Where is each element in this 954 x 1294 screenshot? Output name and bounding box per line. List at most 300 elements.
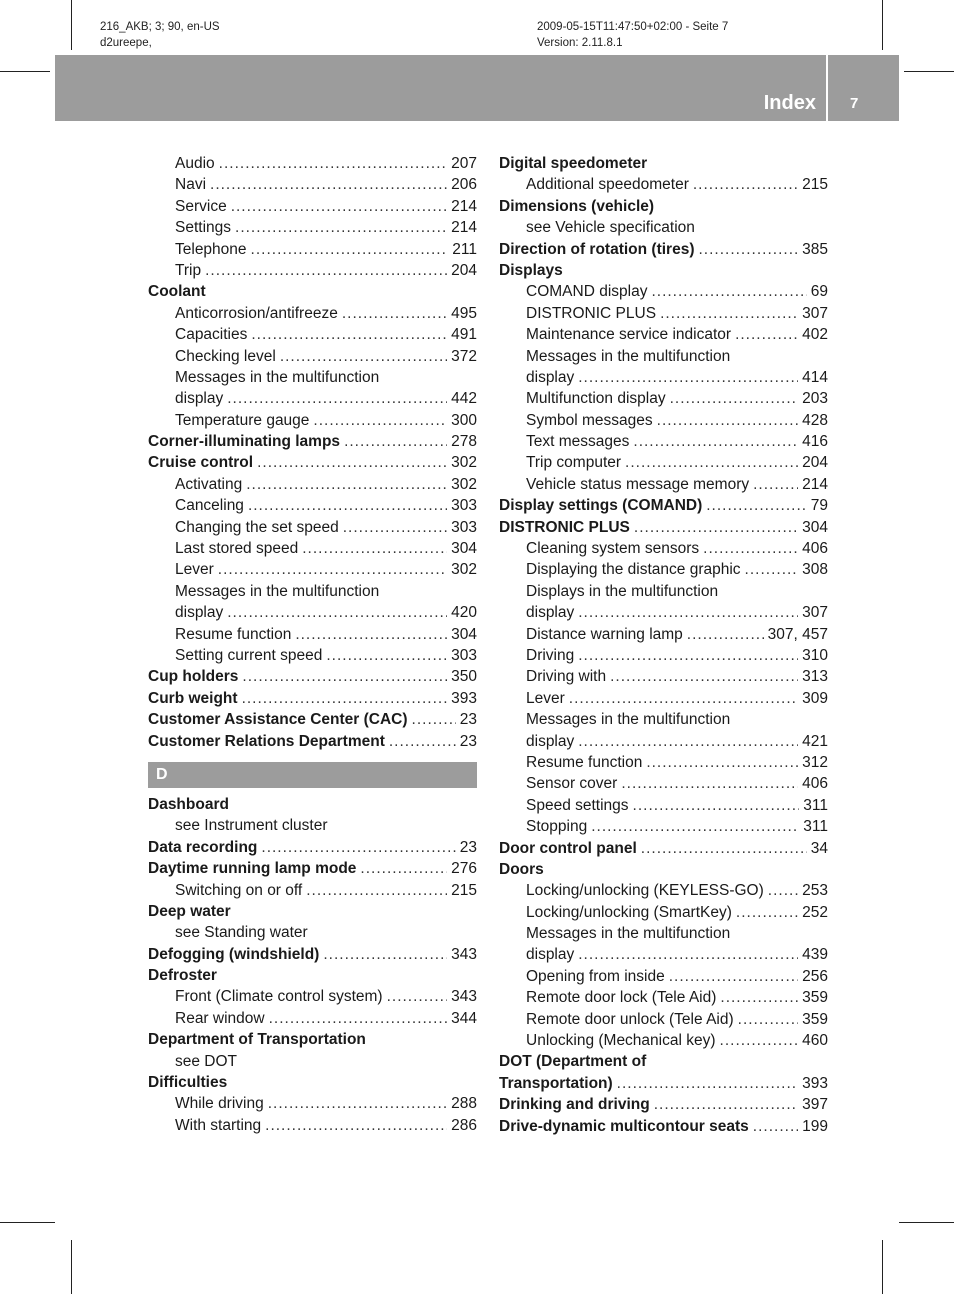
leader-dots [227, 602, 447, 623]
leader-dots [654, 1094, 798, 1115]
leader-dots [261, 837, 455, 858]
entry-term: see DOT [175, 1052, 238, 1070]
entry-page: 308 [802, 561, 828, 579]
leader-dots [657, 410, 798, 431]
entry-page: 304 [451, 625, 477, 643]
entry-term: Doors [499, 860, 544, 878]
leader-dots [753, 1116, 798, 1137]
entry-term: display [526, 604, 575, 622]
entry-page: 420 [451, 604, 477, 622]
index-subentry [148, 602, 477, 623]
entry-term: Transportation) [499, 1074, 613, 1092]
crop-mark [899, 1222, 954, 1223]
leader-dots [621, 773, 798, 794]
entry-term: Defroster [148, 967, 217, 985]
leader-dots [412, 709, 456, 730]
index-subentry [499, 752, 828, 773]
entry-term: Customer Relations Department [148, 732, 385, 750]
crop-mark [904, 71, 954, 72]
index-subentry [148, 1008, 477, 1029]
entry-page: 372 [451, 347, 477, 365]
index-subentry [499, 709, 828, 730]
entry-page: 214 [451, 219, 477, 237]
index-subentry [148, 303, 477, 324]
entry-term: Direction of rotation (tires) [499, 240, 695, 258]
index-subentry [148, 153, 477, 174]
index-subentry [148, 1051, 477, 1072]
index-subentry [148, 495, 477, 516]
index-subentry [148, 922, 477, 943]
index-subentry [499, 346, 828, 367]
entry-term: Trip [175, 261, 202, 279]
leader-dots [670, 388, 799, 409]
entry-page: 199 [802, 1117, 828, 1135]
entry-term: Data recording [148, 838, 258, 856]
entry-term: Last stored speed [175, 540, 299, 558]
leader-dots [242, 666, 447, 687]
index-subentry [148, 815, 477, 836]
entry-term: Trip computer [526, 454, 622, 472]
entry-term: Front (Climate control system) [175, 988, 383, 1006]
index-subentry [148, 174, 477, 195]
entry-term: Additional speedometer [526, 176, 689, 194]
crop-mark [71, 1240, 72, 1294]
index-entry [499, 1116, 828, 1137]
crop-mark [71, 0, 72, 50]
print-meta-line: Version: 2.11.8.1 [537, 37, 623, 49]
leader-dots [280, 346, 447, 367]
index-subentry [499, 217, 828, 238]
entry-term: Department of Transportation [148, 1031, 366, 1049]
index-subentry [148, 517, 477, 538]
index-subentry [148, 1093, 477, 1114]
index-subentry [499, 731, 828, 752]
leader-dots [617, 1073, 798, 1094]
entry-page: 215 [451, 881, 477, 899]
entry-term: Deep water [148, 902, 231, 920]
entry-page: 302 [451, 454, 477, 472]
leader-dots [257, 452, 447, 473]
index-subentry [148, 239, 477, 260]
print-meta-right [537, 19, 728, 51]
entry-term: Drive-dynamic multicontour seats [499, 1117, 749, 1135]
entry-term: Capacities [175, 326, 248, 344]
entry-term: Digital speedometer [499, 155, 648, 172]
entry-page: 79 [810, 497, 828, 515]
entry-term: Lever [175, 561, 214, 579]
leader-dots [387, 986, 448, 1007]
entry-page: 304 [802, 518, 828, 536]
index-entry [148, 794, 477, 815]
entry-page: 343 [451, 945, 477, 963]
entry-page: 23 [459, 711, 477, 729]
entry-term: Messages in the multifunction [526, 925, 731, 943]
index-subentry [148, 559, 477, 580]
entry-term: Cleaning system sensors [526, 540, 700, 558]
index-subentry [148, 624, 477, 645]
leader-dots [693, 174, 798, 195]
entry-page: 207 [451, 155, 477, 172]
entry-term: Audio [175, 155, 215, 172]
entry-term: COMAND display [526, 283, 648, 301]
entry-page: 278 [451, 433, 477, 451]
entry-page: 288 [451, 1095, 477, 1113]
entry-page: 23 [459, 732, 477, 750]
entry-page: 359 [802, 989, 828, 1007]
index-subentry [499, 966, 828, 987]
leader-dots [326, 645, 447, 666]
entry-page: 312 [802, 753, 828, 771]
entry-page: 256 [802, 967, 828, 985]
entry-page: 414 [802, 368, 828, 386]
entry-term: Daytime running lamp mode [148, 860, 357, 878]
index-subentry [148, 880, 477, 901]
entry-page: 23 [459, 838, 477, 856]
leader-dots [569, 688, 798, 709]
index-subentry [148, 196, 477, 217]
entry-term: Driving [526, 646, 575, 664]
index-subentry [148, 986, 477, 1007]
leader-dots [578, 944, 798, 965]
index-entry [148, 837, 477, 858]
index-entry [499, 1073, 828, 1094]
entry-term: Unlocking (Mechanical key) [526, 1032, 716, 1050]
entry-page: 460 [802, 1032, 828, 1050]
leader-dots [591, 816, 799, 837]
entry-page: 343 [451, 988, 477, 1006]
index-subentry [499, 452, 828, 473]
entry-term: display [175, 390, 224, 408]
entry-term: DOT (Department of [499, 1053, 647, 1071]
leader-dots [323, 944, 447, 965]
entry-term: Canceling [175, 497, 244, 515]
index-subentry [499, 324, 828, 345]
entry-page: 303 [451, 497, 477, 515]
index-entry [148, 965, 477, 986]
leader-dots [248, 495, 447, 516]
entry-term: Resume function [526, 753, 643, 771]
index-entry [148, 281, 477, 302]
leader-dots [251, 239, 449, 260]
entry-page: 211 [452, 240, 477, 258]
entry-page: 204 [451, 261, 477, 279]
entry-term: Maintenance service indicator [526, 326, 732, 344]
entry-term: Changing the set speed [175, 518, 339, 536]
index-subentry [499, 902, 828, 923]
entry-page: 442 [451, 390, 477, 408]
entry-page: 303 [451, 646, 477, 664]
leader-dots [205, 260, 447, 281]
index-subentry [148, 474, 477, 495]
entry-term: Lever [526, 689, 565, 707]
leader-dots [578, 602, 798, 623]
entry-term: Distance warning lamp [526, 625, 683, 643]
leader-dots [343, 517, 447, 538]
leader-dots [295, 624, 447, 645]
index-entry [148, 431, 477, 452]
entry-page: 421 [802, 732, 828, 750]
leader-dots [625, 452, 798, 473]
entry-page: 214 [802, 475, 828, 493]
leader-dots [633, 795, 800, 816]
leader-dots [720, 987, 798, 1008]
entry-page: 302 [451, 561, 477, 579]
leader-dots [235, 217, 447, 238]
index-entry [148, 688, 477, 709]
index-subentry [499, 474, 828, 495]
entry-term: Telephone [175, 240, 247, 258]
entry-page: 214 [451, 197, 477, 215]
entry-term: Messages in the multifunction [175, 368, 380, 386]
entry-page: 311 [803, 818, 828, 836]
index-entry [499, 517, 828, 538]
entry-page: 495 [451, 304, 477, 322]
leader-dots [219, 153, 447, 174]
index-subentry [499, 174, 828, 195]
index-subentry [499, 538, 828, 559]
entry-term: Rear window [175, 1009, 265, 1027]
leader-dots [669, 966, 798, 987]
entry-page: 402 [802, 326, 828, 344]
entry-term: Sensor cover [526, 775, 618, 793]
entry-term: Cruise control [148, 454, 254, 472]
entry-page: 206 [451, 176, 477, 194]
leader-dots [610, 666, 798, 687]
leader-dots [646, 752, 798, 773]
index-subentry [499, 645, 828, 666]
index-subentry [148, 367, 477, 388]
index-subentry [148, 538, 477, 559]
page-number: 7 [850, 95, 859, 112]
entry-page: 439 [802, 946, 828, 964]
print-meta-line: 2009-05-15T11:47:50+02:00 - Seite 7 [537, 21, 729, 33]
index-subentry [499, 281, 828, 302]
index-column-right [499, 153, 828, 1137]
entry-term: Navi [175, 176, 207, 194]
entry-page: 393 [451, 689, 477, 707]
index-subentry [499, 816, 828, 837]
entry-term: Resume function [175, 625, 292, 643]
index-subentry [499, 944, 828, 965]
index-column-left [148, 153, 477, 1136]
print-meta-line: 216_AKB; 3; 90, en-US [100, 21, 220, 33]
entry-page: 350 [451, 668, 477, 686]
leader-dots [687, 624, 764, 645]
entry-term: Stopping [526, 818, 588, 836]
index-subentry [499, 1009, 828, 1030]
entry-page: 204 [802, 454, 828, 472]
index-entry [148, 452, 477, 473]
crop-mark [0, 1222, 55, 1223]
entry-page: 276 [451, 860, 477, 878]
entry-page: 310 [802, 646, 828, 664]
leader-dots [738, 1009, 798, 1030]
entry-term: Temperature gauge [175, 411, 310, 429]
header-separator [826, 55, 828, 121]
leader-dots [227, 388, 447, 409]
index-entry [148, 901, 477, 922]
leader-dots [768, 880, 798, 901]
entry-term: Remote door unlock (Tele Aid) [526, 1010, 734, 1028]
entry-page: 286 [451, 1116, 477, 1134]
index-subentry [499, 581, 828, 602]
entry-term: Service [175, 197, 227, 215]
leader-dots [246, 474, 447, 495]
index-entry [499, 1094, 828, 1115]
entry-term: Dashboard [148, 795, 229, 813]
index-subentry [499, 773, 828, 794]
leader-dots [360, 858, 447, 879]
leader-dots [745, 559, 799, 580]
entry-page: 416 [802, 433, 828, 451]
entry-page: 428 [802, 411, 828, 429]
index-subentry [148, 645, 477, 666]
entry-term: Vehicle status message memory [526, 475, 750, 493]
leader-dots [735, 324, 798, 345]
entry-term: Checking level [175, 347, 276, 365]
entry-term: Coolant [148, 283, 206, 301]
leader-dots [231, 196, 447, 217]
entry-term: Locking/unlocking (KEYLESS-GO) [526, 882, 764, 900]
leader-dots [634, 517, 798, 538]
entry-term: With starting [175, 1116, 262, 1134]
entry-term: Opening from inside [526, 967, 665, 985]
index-subentry [499, 431, 828, 452]
entry-term: Door control panel [499, 839, 637, 857]
entry-term: Display settings (COMAND) [499, 497, 703, 515]
leader-dots [720, 1030, 799, 1051]
index-entry [499, 260, 828, 281]
entry-page: 253 [802, 882, 828, 900]
entry-page: 307 [802, 304, 828, 322]
index-entry [148, 1029, 477, 1050]
leader-dots [306, 880, 447, 901]
index-entry [148, 1072, 477, 1093]
index-subentry [499, 880, 828, 901]
leader-dots [703, 538, 798, 559]
entry-page: 393 [802, 1074, 828, 1092]
index-subentry [499, 559, 828, 580]
entry-term: see Vehicle specification [526, 219, 695, 237]
leader-dots [389, 731, 456, 752]
leader-dots [268, 1093, 447, 1114]
entry-term: Activating [175, 475, 243, 493]
entry-term: Anticorrosion/antifreeze [175, 304, 338, 322]
entry-page: 215 [802, 176, 828, 194]
entry-term: Displays in the multifunction [526, 582, 719, 600]
entry-page: 307 [802, 604, 828, 622]
index-subentry [148, 1115, 477, 1136]
entry-page: 309 [802, 689, 828, 707]
section-header: D [148, 762, 477, 788]
entry-page: 203 [802, 390, 828, 408]
entry-term: Difficulties [148, 1074, 228, 1092]
leader-dots [344, 431, 447, 452]
entry-term: Customer Assistance Center (CAC) [148, 711, 408, 729]
entry-term: Symbol messages [526, 411, 653, 429]
index-subentry [148, 260, 477, 281]
crop-mark [0, 71, 50, 72]
entry-page: 359 [802, 1010, 828, 1028]
entry-term: Messages in the multifunction [175, 582, 380, 600]
leader-dots [578, 645, 798, 666]
index-subentry [499, 987, 828, 1008]
index-subentry [499, 1030, 828, 1051]
page-title: Index [763, 92, 816, 114]
index-subentry [148, 346, 477, 367]
leader-dots [242, 688, 448, 709]
index-subentry [148, 324, 477, 345]
index-subentry [499, 624, 828, 645]
index-subentry [499, 367, 828, 388]
entry-term: Driving with [526, 668, 607, 686]
entry-page: 313 [802, 668, 828, 686]
crop-mark [882, 1240, 883, 1294]
leader-dots [641, 838, 807, 859]
index-entry [148, 666, 477, 687]
entry-term: Locking/unlocking (SmartKey) [526, 903, 732, 921]
leader-dots [578, 731, 798, 752]
entry-page: 304 [451, 540, 477, 558]
leader-dots [660, 303, 798, 324]
entry-page: 344 [451, 1009, 477, 1027]
index-subentry [499, 303, 828, 324]
entry-page: 69 [810, 283, 828, 301]
entry-page: 300 [451, 411, 477, 429]
entry-term: see Standing water [175, 924, 308, 942]
entry-page: 397 [802, 1096, 828, 1114]
leader-dots [269, 1008, 448, 1029]
index-subentry [499, 795, 828, 816]
index-entry [499, 859, 828, 880]
entry-term: Text messages [526, 433, 630, 451]
index-entry [499, 196, 828, 217]
entry-page: 34 [810, 839, 828, 857]
entry-term: Remote door lock (Tele Aid) [526, 989, 717, 1007]
entry-page: 307, 457 [767, 625, 828, 643]
entry-term: see Instrument cluster [175, 817, 328, 835]
leader-dots [706, 495, 807, 516]
entry-term: Displays [499, 261, 563, 279]
index-entry [499, 239, 828, 260]
entry-page: 311 [803, 796, 828, 814]
index-entry [148, 944, 477, 965]
entry-page: 252 [802, 903, 828, 921]
print-meta-line: d2ureepe, [100, 37, 152, 49]
leader-dots [265, 1115, 447, 1136]
entry-term: display [526, 368, 575, 386]
entry-term: While driving [175, 1095, 264, 1113]
entry-term: Speed settings [526, 796, 629, 814]
leader-dots [698, 239, 798, 260]
entry-term: Dimensions (vehicle) [499, 197, 655, 215]
entry-term: display [175, 604, 224, 622]
entry-page: 491 [451, 326, 477, 344]
entry-term: display [526, 732, 575, 750]
index-subentry [499, 388, 828, 409]
index-subentry [148, 217, 477, 238]
entry-term: Corner-illuminating lamps [148, 433, 341, 451]
print-meta-left [100, 19, 220, 51]
leader-dots [578, 367, 798, 388]
index-entry [499, 153, 828, 174]
entry-term: Defogging (windshield) [148, 945, 320, 963]
entry-term: Displaying the distance graphic [526, 561, 741, 579]
leader-dots [342, 303, 447, 324]
leader-dots [753, 474, 798, 495]
entry-page: 406 [802, 775, 828, 793]
leader-dots [302, 538, 447, 559]
